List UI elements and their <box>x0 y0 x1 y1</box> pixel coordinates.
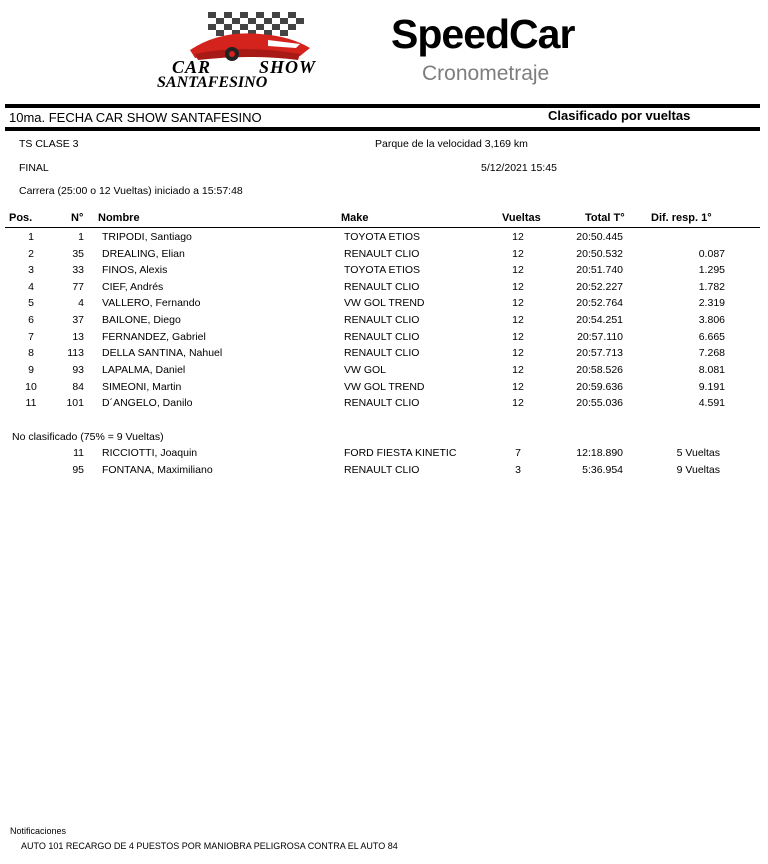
cell-total: 20:52.227 <box>576 281 623 293</box>
cell-laps: 12 <box>512 364 524 376</box>
col-header-num: N° <box>71 212 84 224</box>
cell-total: 20:50.445 <box>576 231 623 243</box>
session-label: FINAL <box>19 162 49 174</box>
cell-num: 13 <box>72 331 84 343</box>
category-label: TS CLASE 3 <box>19 138 79 150</box>
cell-laps: 12 <box>512 264 524 276</box>
cell-laps: 12 <box>512 231 524 243</box>
cell-laps: 3 <box>515 464 521 476</box>
cell-laps: 12 <box>512 281 524 293</box>
cell-laps: 12 <box>512 347 524 359</box>
cell-total: 20:57.713 <box>576 347 623 359</box>
cell-num: 95 <box>72 464 84 476</box>
cell-laps: 12 <box>512 381 524 393</box>
cell-make: RENAULT CLIO <box>344 281 420 293</box>
table-row <box>0 447 768 464</box>
cell-make: RENAULT CLIO <box>344 248 420 260</box>
cell-name: LAPALMA, Daniel <box>102 364 186 376</box>
table-row <box>0 397 768 414</box>
cell-total: 20:58.526 <box>576 364 623 376</box>
race-info: Carrera (25:00 o 12 Vueltas) iniciado a 15:57:48 <box>19 185 243 197</box>
table-row <box>0 314 768 331</box>
cell-pos: 11 <box>25 397 37 409</box>
cell-make: TOYOTA ETIOS <box>344 264 421 276</box>
col-header-pos: Pos. <box>9 212 33 224</box>
cell-name: FERNANDEZ, Gabriel <box>102 331 206 343</box>
cell-diff: 1.295 <box>698 264 725 276</box>
cell-total: 20:57.110 <box>577 331 623 343</box>
cell-laps: 7 <box>515 447 521 459</box>
cell-num: 1 <box>78 231 84 243</box>
cell-make: RENAULT CLIO <box>344 314 420 326</box>
speedcar-logo-subtitle: Cronometraje <box>422 62 550 85</box>
cell-name: VALLERO, Fernando <box>102 297 201 309</box>
cell-diff: 9.191 <box>698 381 725 393</box>
cell-total: 20:54.251 <box>576 314 623 326</box>
table-row <box>0 297 768 314</box>
cell-pos: 4 <box>28 281 34 293</box>
cell-num: 84 <box>72 381 84 393</box>
cell-make: VW GOL TREND <box>344 297 425 309</box>
col-header-diff: Dif. resp. 1° <box>651 212 712 224</box>
col-header-total: Total T° <box>585 212 625 224</box>
table-row <box>0 248 768 265</box>
table-row <box>0 331 768 348</box>
cell-total: 20:50.532 <box>576 248 623 260</box>
cell-make: TOYOTA ETIOS <box>344 231 421 243</box>
notes-label: Notificaciones <box>10 826 67 836</box>
cell-diff: 8.081 <box>698 364 725 376</box>
cell-name: FINOS, Alexis <box>102 264 168 276</box>
cell-pos: 1 <box>28 231 34 243</box>
cell-num: 77 <box>72 281 84 293</box>
cell-name: TRIPODI, Santiago <box>102 231 192 243</box>
cell-make: RENAULT CLIO <box>344 464 420 476</box>
car-show-logo-line2: SANTAFESINO <box>157 74 268 91</box>
cell-name: SIMEONI, Martin <box>102 381 182 393</box>
table-row <box>0 231 768 248</box>
cell-pos: 7 <box>28 331 34 343</box>
cell-num: 37 <box>72 314 84 326</box>
cell-pos: 10 <box>25 381 37 393</box>
cell-name: DELLA SANTINA, Nahuel <box>102 347 223 359</box>
cell-total: 20:52.764 <box>576 297 623 309</box>
col-header-make: Make <box>341 212 369 224</box>
cell-name: D´ANGELO, Danilo <box>102 397 193 409</box>
cell-pos: 6 <box>28 314 34 326</box>
cell-make: RENAULT CLIO <box>344 347 420 359</box>
cell-name: BAILONE, Diego <box>102 314 181 326</box>
cell-make: RENAULT CLIO <box>344 397 420 409</box>
col-header-name: Nombre <box>98 212 140 224</box>
cell-num: 35 <box>72 248 84 260</box>
cell-name: RICCIOTTI, Joaquin <box>102 447 198 459</box>
cell-laps: 12 <box>512 397 524 409</box>
cell-make: VW GOL <box>344 364 387 376</box>
cell-diff: 4.591 <box>698 397 725 409</box>
cell-num: 33 <box>72 264 84 276</box>
notes-text: AUTO 101 RECARGO DE 4 PUESTOS POR MANIOBRA PELIGROSA CONTRA EL AUTO 84 <box>21 841 398 851</box>
table-row <box>0 264 768 281</box>
car-show-logo-word2: SHOW <box>259 57 317 77</box>
cell-diff: 5 Vueltas <box>676 447 720 459</box>
cell-laps: 12 <box>512 248 524 260</box>
cell-total: 12:18.890 <box>576 447 623 459</box>
cell-total: 20:59.636 <box>576 381 623 393</box>
cell-name: DREALING, Elian <box>102 248 185 260</box>
cell-total: 20:51.740 <box>576 264 623 276</box>
cell-total: 20:55.036 <box>576 397 623 409</box>
cell-make: RENAULT CLIO <box>344 331 420 343</box>
cell-diff: 3.806 <box>698 314 725 326</box>
cell-make: VW GOL TREND <box>344 381 425 393</box>
cell-diff: 0.087 <box>698 248 725 260</box>
cell-pos: 3 <box>28 264 34 276</box>
not-classified-label: No clasificado (75% = 9 Vueltas) <box>12 431 164 443</box>
event-title: 10ma. FECHA CAR SHOW SANTAFESINO <box>9 110 262 125</box>
col-header-laps: Vueltas <box>502 212 541 224</box>
cell-diff: 1.782 <box>698 281 725 293</box>
cell-pos: 2 <box>28 248 34 260</box>
cell-total: 5:36.954 <box>582 464 623 476</box>
cell-pos: 8 <box>28 347 34 359</box>
cell-num: 11 <box>73 447 84 459</box>
table-header-rule <box>5 227 760 228</box>
cell-diff: 2.319 <box>698 297 725 309</box>
header-rule-bottom <box>5 127 760 131</box>
cell-diff: 6.665 <box>698 331 725 343</box>
cell-laps: 12 <box>512 297 524 309</box>
car-show-logo-word1: CAR <box>172 57 212 77</box>
venue-label: Parque de la velocidad 3,169 km <box>375 138 528 150</box>
table-row <box>0 464 768 481</box>
datetime-label: 5/12/2021 15:45 <box>481 162 557 174</box>
cell-diff: 7.268 <box>698 347 725 359</box>
cell-num: 93 <box>72 364 84 376</box>
cell-make: FORD FIESTA KINETIC <box>344 447 457 459</box>
classification-type: Clasificado por vueltas <box>548 108 691 123</box>
table-row <box>0 381 768 398</box>
table-row <box>0 281 768 298</box>
speedcar-logo-name: SpeedCar <box>391 11 575 57</box>
cell-num: 101 <box>66 397 84 409</box>
cell-diff: 9 Vueltas <box>676 464 720 476</box>
cell-pos: 5 <box>28 297 34 309</box>
cell-laps: 12 <box>512 331 524 343</box>
table-row <box>0 364 768 381</box>
cell-num: 4 <box>78 297 84 309</box>
cell-laps: 12 <box>512 314 524 326</box>
table-row <box>0 347 768 364</box>
cell-pos: 9 <box>28 364 34 376</box>
cell-name: FONTANA, Maximiliano <box>102 464 213 476</box>
cell-name: CIEF, Andrés <box>102 281 164 293</box>
cell-num: 113 <box>67 347 84 359</box>
